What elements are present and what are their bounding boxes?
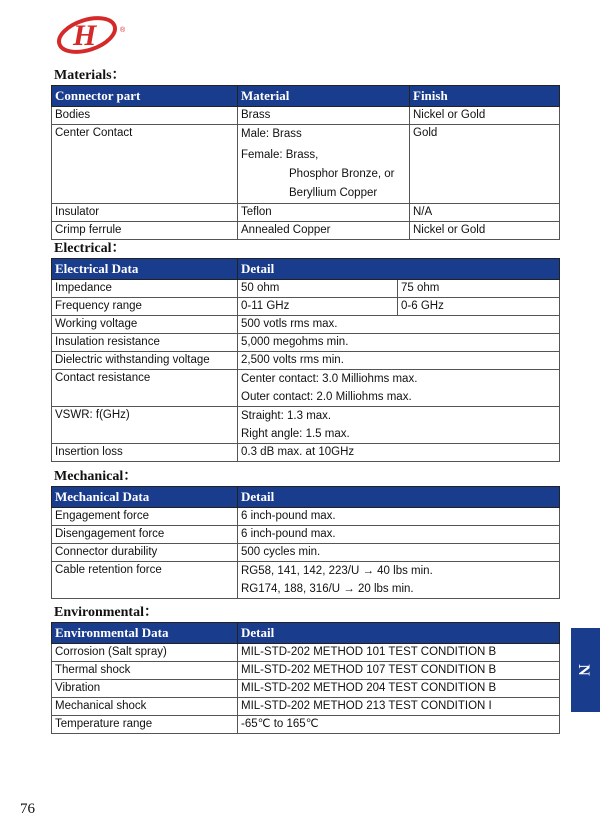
materials-col-finish: Finish (410, 86, 560, 107)
table-row (52, 334, 560, 352)
table-row (52, 222, 560, 240)
electrical-col-detail: Detail (238, 259, 560, 280)
label-cell: Thermal shock (52, 662, 238, 680)
material-line: Phosphor Bronze, or (289, 168, 395, 180)
materials-table (51, 85, 560, 240)
detail-cell: 50 ohm (238, 280, 398, 298)
detail-line: RG174, 188, 316/U → 20 lbs min. (241, 583, 414, 595)
table-row (52, 298, 560, 316)
detail-cell: MIL-STD-202 METHOD 204 TEST CONDITION B (238, 680, 560, 698)
detail-cell: -65℃ to 165℃ (238, 716, 560, 734)
electrical-section-title: Electrical： (54, 241, 126, 256)
part-cell: Bodies (52, 107, 238, 125)
table-row (52, 680, 560, 698)
table-row (52, 407, 560, 444)
label-cell: Insertion loss (52, 444, 238, 462)
label-cell: Connector durability (52, 544, 238, 562)
label-cell: VSWR: f(GHz) (52, 407, 238, 444)
detail-cell: 6 inch-pound max. (238, 508, 560, 526)
table-row (52, 107, 560, 125)
material-cell: Teflon (238, 204, 410, 222)
table-row (52, 352, 560, 370)
detail-line: Straight: 1.3 max. (241, 410, 332, 422)
label-cell: Frequency range (52, 298, 238, 316)
finish-cell: N/A (410, 204, 560, 222)
label-cell: Contact resistance (52, 370, 238, 407)
material-cell: Annealed Copper (238, 222, 410, 240)
finish-cell: Nickel or Gold (410, 222, 560, 240)
mechanical-header-row (52, 487, 560, 508)
electrical-col-data: Electrical Data (52, 259, 238, 280)
detail-cell: 500 cycles min. (238, 544, 560, 562)
label-cell: Insulation resistance (52, 334, 238, 352)
materials-section-title: Materials： (54, 68, 126, 83)
detail-cell: 5,000 megohms min. (238, 334, 560, 352)
table-row (52, 562, 560, 599)
detail-line: Center contact: 3.0 Milliohms max. (241, 373, 418, 385)
label-cell: Dielectric withstanding voltage (52, 352, 238, 370)
part-cell: Insulator (52, 204, 238, 222)
table-row (52, 526, 560, 544)
table-row (52, 125, 560, 204)
page-number: 76 (20, 801, 35, 817)
finish-cell: Gold (410, 125, 560, 204)
environmental-table (51, 622, 560, 734)
table-row (52, 204, 560, 222)
detail-line: RG58, 141, 142, 223/U → 40 lbs min. (241, 565, 433, 577)
label-cell: Disengagement force (52, 526, 238, 544)
material-line: Male: Brass (241, 128, 302, 140)
finish-cell: Nickel or Gold (410, 107, 560, 125)
detail-cell: MIL-STD-202 METHOD 101 TEST CONDITION B (238, 644, 560, 662)
label-cell: Impedance (52, 280, 238, 298)
table-row (52, 444, 560, 462)
materials-col-part: Connector part (52, 86, 238, 107)
label-cell: Vibration (52, 680, 238, 698)
label-cell: Working voltage (52, 316, 238, 334)
table-row (52, 698, 560, 716)
svg-text:®: ® (120, 27, 126, 34)
environmental-col-detail: Detail (238, 623, 560, 644)
environmental-header-row (52, 623, 560, 644)
detail-cell: 0.3 dB max. at 10GHz (238, 444, 560, 462)
label-cell: Cable retention force (52, 562, 238, 599)
detail-cell (238, 407, 560, 444)
material-line: Beryllium Copper (289, 187, 378, 199)
electrical-table (51, 258, 560, 462)
detail-line: Outer contact: 2.0 Milliohms max. (241, 391, 412, 403)
detail-line: Right angle: 1.5 max. (241, 428, 350, 440)
table-row (52, 644, 560, 662)
detail-cell (238, 562, 560, 599)
table-row (52, 716, 560, 734)
environmental-col-data: Environmental Data (52, 623, 238, 644)
mechanical-table (51, 486, 560, 599)
environmental-section-title: Environmental： (54, 605, 158, 620)
detail-cell: MIL-STD-202 METHOD 107 TEST CONDITION B (238, 662, 560, 680)
detail-cell: 2,500 volts rms min. (238, 352, 560, 370)
company-logo (55, 10, 135, 56)
table-row (52, 662, 560, 680)
side-tab-letter: N (574, 664, 592, 676)
detail-cell: 6 inch-pound max. (238, 526, 560, 544)
detail-cell: 0-11 GHz (238, 298, 398, 316)
material-cell: Brass (238, 107, 410, 125)
section-side-tab (571, 628, 600, 712)
mechanical-section-title: Mechanical： (54, 469, 138, 484)
table-row (52, 508, 560, 526)
table-row (52, 370, 560, 407)
table-row (52, 280, 560, 298)
materials-col-material: Material (238, 86, 410, 107)
table-row (52, 544, 560, 562)
mechanical-col-data: Mechanical Data (52, 487, 238, 508)
mechanical-col-detail: Detail (238, 487, 560, 508)
table-row (52, 316, 560, 334)
detail-cell: 0-6 GHz (398, 298, 560, 316)
label-cell: Temperature range (52, 716, 238, 734)
material-line: Female: Brass, (241, 149, 319, 161)
label-cell: Engagement force (52, 508, 238, 526)
detail-cell: MIL-STD-202 METHOD 213 TEST CONDITION I (238, 698, 560, 716)
electrical-header-row (52, 259, 560, 280)
svg-text:H: H (73, 19, 97, 52)
label-cell: Corrosion (Salt spray) (52, 644, 238, 662)
detail-cell (238, 370, 560, 407)
detail-cell: 500 votls rms max. (238, 316, 560, 334)
detail-cell: 75 ohm (398, 280, 560, 298)
material-cell (238, 125, 410, 204)
part-cell: Center Contact (52, 125, 238, 204)
materials-header-row (52, 86, 560, 107)
part-cell: Crimp ferrule (52, 222, 238, 240)
label-cell: Mechanical shock (52, 698, 238, 716)
